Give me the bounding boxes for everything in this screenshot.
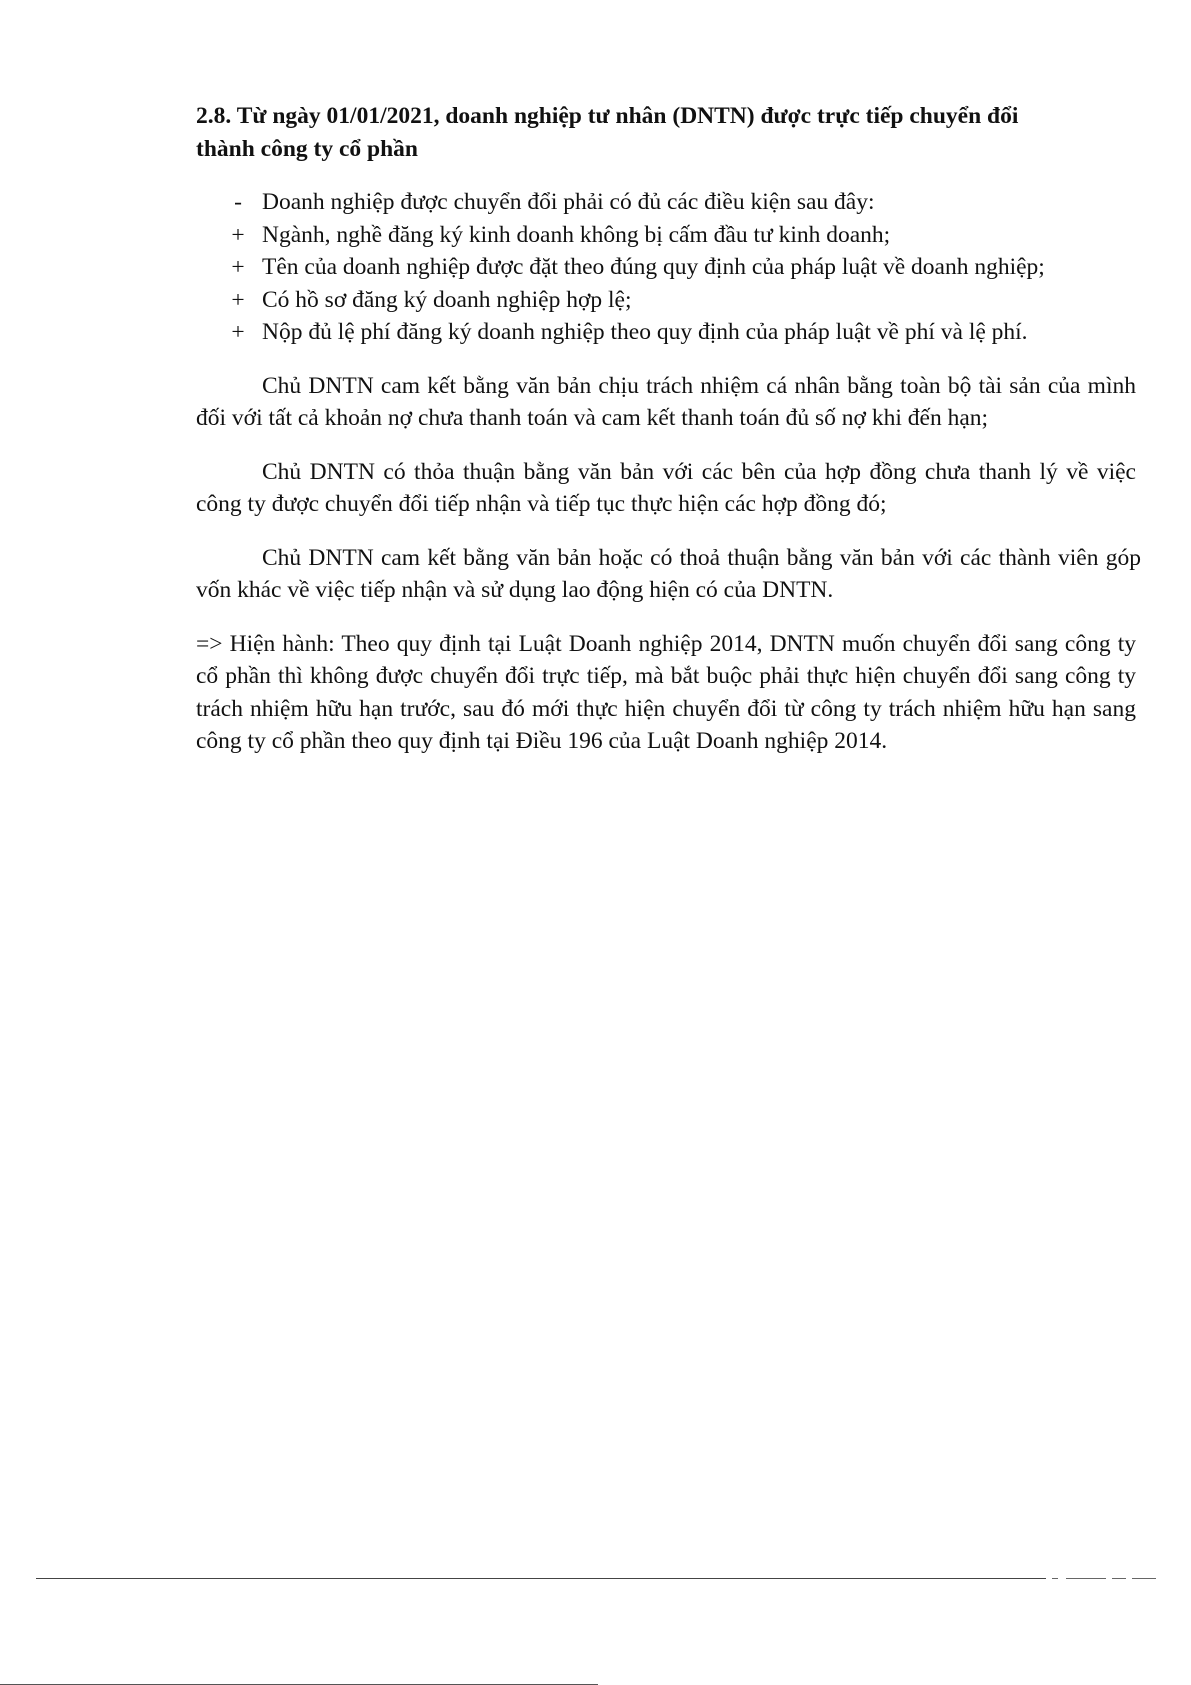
list-marker: + xyxy=(231,286,245,313)
list-item-text: Tên của doanh nghiệp được đặt theo đúng quy định của pháp luật về doanh nghiệp; xyxy=(262,254,1045,280)
conditions-list xyxy=(196,186,1136,349)
footer-divider xyxy=(36,1578,1046,1579)
list-item-text: Ngành, nghề đăng ký kinh doanh không bị cấm đầu tư kinh doanh; xyxy=(262,221,891,248)
document-body xyxy=(196,100,1141,758)
paragraph-labor-agreement: Chủ DNTN cam kết bằng văn bản hoặc có thoả thuận bằng văn bản với các thành viên góp vốn khác về việc tiếp nhận và sử dụng lao động hiện có của DNTN. xyxy=(196,544,1141,603)
list-item-text: Doanh nghiệp được chuyển đổi phải có đủ các điều kiện sau đây: xyxy=(262,189,875,215)
list-item-text: Nộp đủ lệ phí đăng ký doanh nghiệp theo quy định của pháp luật về phí và lệ phí. xyxy=(262,319,1028,345)
paragraph-debt-commitment: Chủ DNTN cam kết bằng văn bản chịu trách nhiệm cá nhân bằng toàn bộ tài sản của mình đối với tất cả khoản nợ chưa thanh toán và cam kết thanh toán đủ số nợ khi đến hạn; xyxy=(196,372,1136,431)
list-item-text: Có hồ sơ đăng ký doanh nghiệp hợp lệ; xyxy=(262,286,632,313)
list-item xyxy=(196,251,1132,284)
list-marker: - xyxy=(234,189,242,215)
footer-divider-dash xyxy=(1112,1578,1126,1579)
list-item xyxy=(196,186,1132,219)
list-marker: + xyxy=(231,319,245,345)
footer-divider-dash xyxy=(1052,1578,1058,1579)
paragraph-contract-agreement: Chủ DNTN có thỏa thuận bằng văn bản với các bên của hợp đồng chưa thanh lý về việc công ty được chuyển đổi tiếp nhận và tiếp tục thực hiện các hợp đồng đó; xyxy=(196,458,1136,517)
list-item xyxy=(196,316,1132,349)
current-regulation-note: => Hiện hành: Theo quy định tại Luật Doanh nghiệp 2014, DNTN muốn chuyển đổi sang công ty cổ phần thì không được chuyển đổi trực tiếp, mà bắt buộc phải thực hiện chuyển đổi sang công ty trách nhiệm hữu hạn trước, sau đó mới thực hiện chuyển đổi từ công ty trách nhiệm hữu hạn sang công ty cổ phần theo quy định tại Điều 196 của Luật Doanh nghiệp 2014. xyxy=(196,630,1136,754)
list-item xyxy=(196,284,1132,317)
section-heading: 2.8. Từ ngày 01/01/2021, doanh nghiệp tư nhân (DNTN) được trực tiếp chuyển đổi thành công ty cổ phần xyxy=(196,103,1019,162)
list-item xyxy=(196,219,1132,252)
footer-divider-dash xyxy=(1066,1578,1106,1579)
list-marker: + xyxy=(231,254,245,280)
footer-divider-dash xyxy=(1132,1578,1156,1579)
list-marker: + xyxy=(231,221,245,248)
